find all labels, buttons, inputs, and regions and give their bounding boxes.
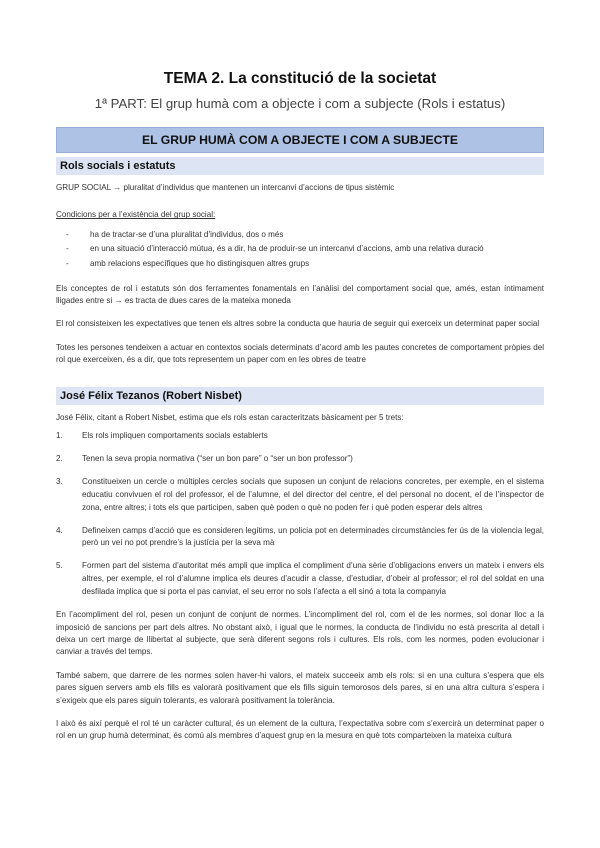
section-banner: EL GRUP HUMÀ COM A OBJECTE I COM A SUBJECTE <box>56 127 544 153</box>
condicions-list <box>56 228 544 272</box>
list-item: - en una situació d’interacció mútua, és a dir, ha de produir-se un intercanvi d’accions, amb una relativa duració <box>74 242 544 257</box>
list-text: Constitueixen un cercle o múltiples cercles socials que suposen un conjunt de relacions concretes, per exemple, en el sistema educatiu convivuen el rol del professor, el de l’alumne, el del director del centre, el del personal no docent, el de l’inspector de zona, entre altres; i tots els que participen, saben què poden o què no poden fer i què poden esperar dels altres <box>82 476 544 512</box>
paragraph: I això és així perquè el rol té un caràcter cultural, és un element de la cultura, l’expectativa sobre com s’exercirà un determinat paper o rol en un grup humà determinat, és comú als membres d’aquest grup en la mesura en què tots comparteixen la mateixa cultura <box>56 718 544 741</box>
list-item: - ha de tractar-se d’una pluralitat d’individus, dos o més <box>74 228 544 243</box>
list-number: 4. <box>56 525 63 535</box>
grup-social-definition: GRUP SOCIAL → pluralitat d’individus que mantenen un intercanvi d’accions de tipus sistèmic <box>56 183 395 192</box>
paragraph: José Félix, citant a Robert Nisbet, estima que els rols estan caracteritzats bàsicament per 5 trets: <box>56 412 404 422</box>
list-item <box>56 476 544 515</box>
list-item: - amb relacions específiques que ho distingisquen altres grups <box>74 257 544 272</box>
page-title: TEMA 2. La constitució de la societat <box>163 70 437 87</box>
list-item <box>56 525 544 551</box>
paragraph: També sabem, que darrere de les normes solen haver-hi valors, el mateix succeeix amb els rols: si en una cultura s’espera que els pares siguen servers amb els fills es valorarà positivament que els fills siguin temorosos dels pares, si en una altra cultura s’espera i s’exigeix que els pares siguin tolerants, es valorarà positivament la tolerància. <box>56 670 544 705</box>
list-number: 3. <box>56 476 63 486</box>
paragraph: Totes les persones tendeixen a actuar en contextos socials determinats d’acord amb les pautes concretes de comportament pròpies del rol que exerceixen, és a dir, que tots representem un paper com en les obres de teatre <box>56 342 544 365</box>
list-number: 2. <box>56 453 63 463</box>
paragraph: Els conceptes de rol i estatuts són dos ferramentes fonamentals en l’anàlisi del comportament social que, amés, estan íntimament lligades entre si → es tracta de dues cares de la mateixa moneda <box>56 283 544 305</box>
page-subtitle: 1ª PART: El grup humà com a objecte i com a subjecte (Rols i estatus) <box>94 96 506 111</box>
paragraph: En l’acompliment del rol, pesen un conjunt de conjunt de normes. L’incompliment del rol, com el de les normes, sol donar lloc a la imposició de sancions per part dels altres. No obstant això, i igual que le normes, la conducta de l’individu no està prescrita al detall i deixa un cert marge de llibertat al subjecte, que serà diferent segons rols i cultures. Els rols, com les normes, poden evolucionar i canviar a través del temps. <box>56 610 544 657</box>
section-heading-tezanos: José Félix Tezanos (Robert Nisbet) <box>56 387 544 405</box>
list-text: Els rols impliquen comportaments socials establerts <box>82 431 268 441</box>
list-number: 5. <box>56 561 63 571</box>
list-text: Defineixen camps d’acció que es consideren legítims, un policia pot en determinades circumstàncies fer ús de la violencia legal, però un veí no pot prendre’s la justícia per la seva mà <box>82 525 544 548</box>
list-text: Formen part del sistema d’autoritat més ampli que implica el compliment d’una sèrie d’obligacions envers un mateix i envers els altres, per exemple, el rol d’alumne implica els deures d’acudir a classe, d’estudiar, d’obeir al professor; el rol del soldat en una desfilada implica que si porta el pas canviat, el seu error no sols l’afecta a ell sinó a tota la companyia <box>82 561 544 597</box>
list-item <box>56 453 544 466</box>
list-number: 1. <box>56 431 63 441</box>
condicions-title: Condicions per a l’existència del grup social: <box>56 210 216 220</box>
list-item <box>56 560 544 599</box>
traits-list <box>56 430 544 599</box>
list-item <box>56 430 544 443</box>
section-heading-rols: Rols socials i estatuts <box>56 157 544 175</box>
list-text: Tenen la seva propia normativa (“ser un bon pare” o “ser un bon professor”) <box>82 453 353 463</box>
paragraph: El rol consisteixen les expectatives que tenen els altres sobre la conducta que hauria de seguir qui exerceix un determinat paper social <box>56 319 540 329</box>
